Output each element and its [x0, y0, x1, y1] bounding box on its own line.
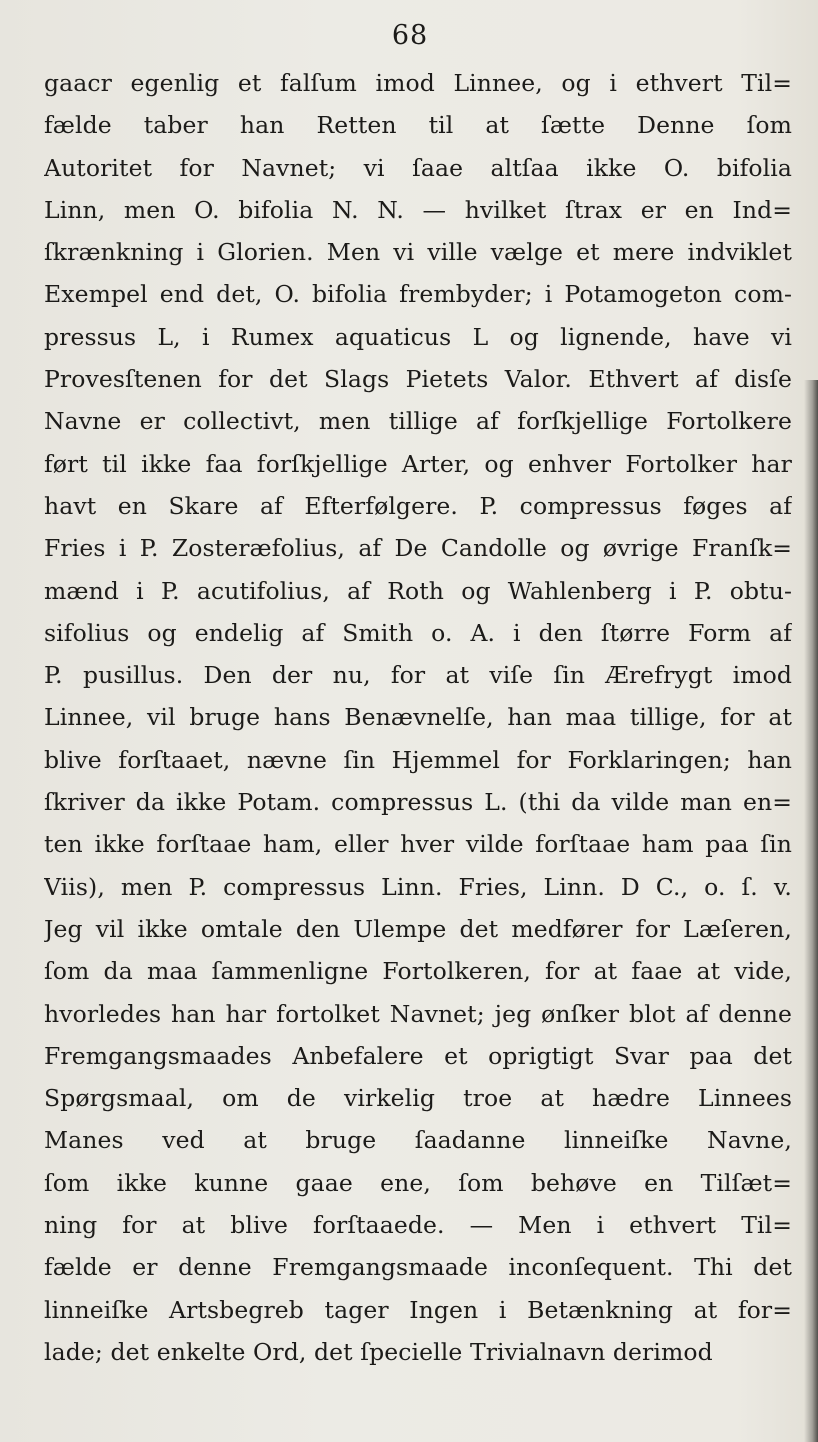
text-line: ſom ikke kunne gaae ene, ſom behøve en Tilſæt= — [44, 1168, 792, 1197]
page-edge-shadow — [804, 380, 818, 1442]
text-line: Navne er collectivt, men tillige af forſkjellige Fortolkere — [44, 407, 792, 436]
text-line: havt en Skare af Efterfølgere. P. compressus føges af — [44, 491, 792, 520]
text-line: Jeg vil ikke omtale den Ulempe det medfører for Læſeren, — [44, 914, 792, 943]
text-line: ning for at blive forſtaaede. — Men i ethvert Til= — [44, 1211, 792, 1240]
text-line: Manes ved at bruge ſaadanne linneiſke Navne, — [44, 1126, 792, 1155]
text-line: ſom da maa ſammenligne Fortolkeren, for at faae at vide, — [44, 957, 792, 986]
text-line: gaacr egenlig et falſum imod Linnee, og i ethvert Til= — [44, 69, 792, 97]
text-line: Spørgsmaal, om de virkelig troe at hædre Linnees — [44, 1084, 792, 1113]
text-line: Viis), men P. compressus Linn. Fries, Linn. D C., o. ſ. v. — [44, 872, 792, 901]
text-line: ført til ikke faa forſkjellige Arter, og enhver Fortolker har — [44, 449, 792, 478]
text-line: Linnee, vil bruge hans Benævnelſe, han maa tillige, for at — [44, 703, 792, 732]
text-line: Fremgangsmaades Anbefalere et oprigtigt Svar paa det — [44, 1041, 792, 1070]
text-body — [44, 62, 792, 1373]
text-line: blive forſtaaet, nævne ſin Hjemmel for Forklaringen; han — [44, 745, 792, 774]
text-line: Exempel end det, O. bifolia frembyder; i Potamogeton com- — [44, 280, 792, 309]
text-line: Fries i P. Zosteræfolius, af De Candolle og øvrige Franſk= — [44, 534, 792, 563]
text-line: Linn, men O. bifolia N. N. — hvilket ſtrax er en Ind= — [44, 195, 792, 224]
page-number: 68 — [391, 20, 429, 51]
text-line: pressus L, i Rumex aquaticus L og lignende, have vi — [44, 322, 792, 351]
text-line: fælde er denne Fremgangsmaade inconſequent. Thi det — [44, 1253, 792, 1282]
text-line: P. pusillus. Den der nu, for at viſe ſin Ærefrygt imod — [44, 661, 792, 690]
text-line: linneiſke Artsbegreb tager Ingen i Betænkning at for= — [44, 1295, 792, 1324]
text-line: sifolius og endelig af Smith o. A. i den ſtørre Form af — [44, 618, 792, 647]
text-line: Autoritet for Navnet; vi ſaae altſaa ikke O. bifolia — [44, 153, 792, 182]
text-line: lade; det enkelte Ord, det ſpecielle Trivialnavn derimod — [44, 1337, 713, 1366]
text-line: hvorledes han har fortolket Navnet; jeg ønſker blot af denne — [44, 999, 792, 1028]
text-line: Provesſtenen for det Slags Pietets Valor. Ethvert af disſe — [44, 365, 792, 394]
text-line: mænd i P. acutifolius, af Roth og Wahlenberg i P. obtu- — [44, 576, 792, 605]
text-line: fælde taber han Retten til at ſætte Denne ſom — [44, 111, 792, 140]
text-line: ſkriver da ikke Potam. compressus L. (thi da vilde man en= — [44, 788, 792, 817]
text-line: ten ikke forſtaae ham, eller hver vilde forſtaae ham paa ſin — [44, 830, 792, 859]
text-line: ſkrænkning i Glorien. Men vi ville vælge et mere indviklet — [44, 238, 792, 267]
